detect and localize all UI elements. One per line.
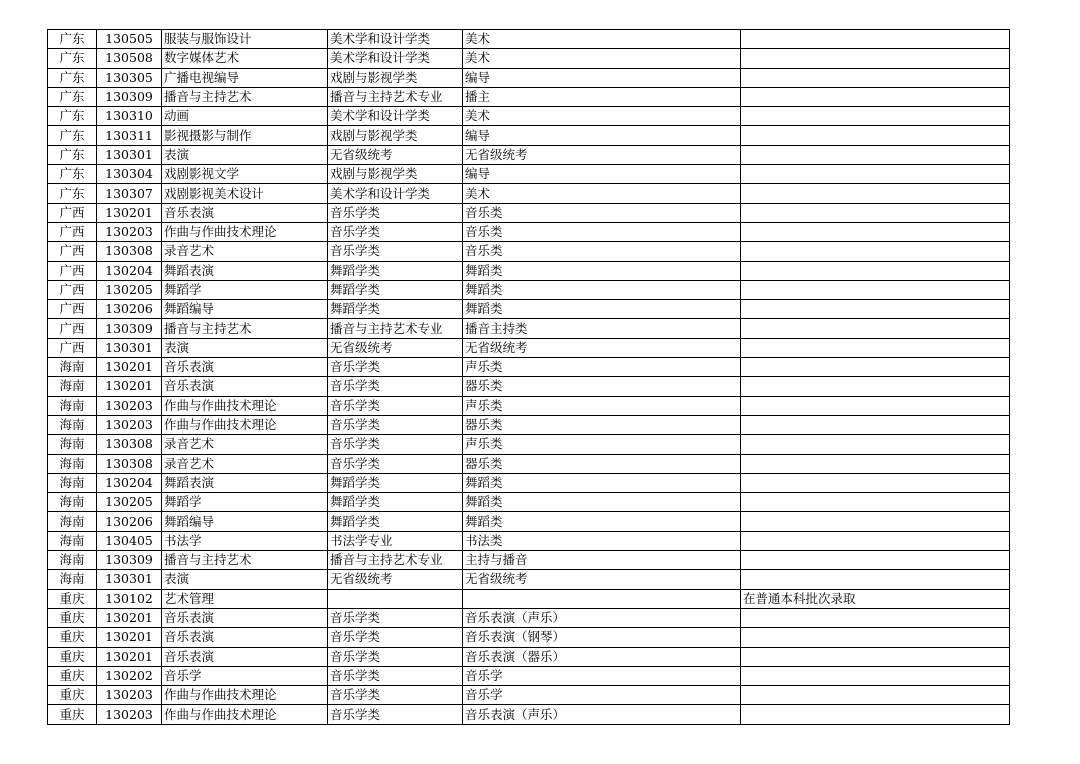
province-cell: 广西 bbox=[48, 242, 97, 261]
exam-subject-cell: 声乐类 bbox=[463, 435, 741, 454]
province-cell: 广西 bbox=[48, 319, 97, 338]
province-cell: 广西 bbox=[48, 280, 97, 299]
note-cell bbox=[741, 396, 1010, 415]
note-cell bbox=[741, 145, 1010, 164]
note-cell bbox=[741, 435, 1010, 454]
exam-category-cell: 舞蹈学类 bbox=[328, 512, 463, 531]
note-cell bbox=[741, 454, 1010, 473]
exam-category-cell: 音乐学类 bbox=[328, 647, 463, 666]
exam-category-cell: 戏剧与影视学类 bbox=[328, 68, 463, 87]
major-name-cell: 音乐表演 bbox=[162, 608, 328, 627]
exam-subject-cell: 编导 bbox=[463, 165, 741, 184]
exam-category-cell bbox=[328, 589, 463, 608]
major-code-cell: 130201 bbox=[97, 203, 162, 222]
exam-subject-cell: 美术 bbox=[463, 184, 741, 203]
exam-subject-cell: 舞蹈类 bbox=[463, 300, 741, 319]
exam-category-cell: 播音与主持艺术专业 bbox=[328, 87, 463, 106]
note-cell bbox=[741, 415, 1010, 434]
major-name-cell: 录音艺术 bbox=[162, 435, 328, 454]
table-row bbox=[48, 87, 1010, 106]
table-row bbox=[48, 608, 1010, 627]
table-row bbox=[48, 49, 1010, 68]
exam-category-cell: 美术学和设计学类 bbox=[328, 107, 463, 126]
exam-subject-cell: 器乐类 bbox=[463, 415, 741, 434]
exam-subject-cell: 无省级统考 bbox=[463, 570, 741, 589]
exam-category-cell: 戏剧与影视学类 bbox=[328, 165, 463, 184]
exam-subject-cell: 舞蹈类 bbox=[463, 280, 741, 299]
exam-subject-cell: 舞蹈类 bbox=[463, 512, 741, 531]
major-name-cell: 作曲与作曲技术理论 bbox=[162, 396, 328, 415]
province-cell: 广西 bbox=[48, 203, 97, 222]
major-name-cell: 舞蹈表演 bbox=[162, 473, 328, 492]
province-cell: 重庆 bbox=[48, 705, 97, 724]
note-cell bbox=[741, 358, 1010, 377]
table-row bbox=[48, 628, 1010, 647]
note-cell bbox=[741, 666, 1010, 685]
note-cell bbox=[741, 300, 1010, 319]
exam-subject-cell: 音乐学 bbox=[463, 666, 741, 685]
major-code-cell: 130205 bbox=[97, 493, 162, 512]
exam-subject-cell: 音乐表演（声乐） bbox=[463, 705, 741, 724]
province-cell: 广东 bbox=[48, 165, 97, 184]
major-code-cell: 130204 bbox=[97, 261, 162, 280]
major-name-cell: 播音与主持艺术 bbox=[162, 87, 328, 106]
province-cell: 海南 bbox=[48, 512, 97, 531]
exam-subject-cell: 播音主持类 bbox=[463, 319, 741, 338]
exam-subject-cell: 声乐类 bbox=[463, 358, 741, 377]
note-cell bbox=[741, 222, 1010, 241]
major-name-cell: 音乐学 bbox=[162, 666, 328, 685]
major-name-cell: 表演 bbox=[162, 338, 328, 357]
province-cell: 广东 bbox=[48, 184, 97, 203]
exam-subject-cell: 器乐类 bbox=[463, 377, 741, 396]
exam-subject-cell: 舞蹈类 bbox=[463, 493, 741, 512]
province-cell: 广东 bbox=[48, 145, 97, 164]
major-name-cell: 作曲与作曲技术理论 bbox=[162, 415, 328, 434]
major-code-cell: 130301 bbox=[97, 145, 162, 164]
table-row bbox=[48, 126, 1010, 145]
note-cell bbox=[741, 107, 1010, 126]
major-code-cell: 130201 bbox=[97, 628, 162, 647]
exam-subject-cell: 舞蹈类 bbox=[463, 473, 741, 492]
table-row bbox=[48, 358, 1010, 377]
exam-category-cell: 美术学和设计学类 bbox=[328, 184, 463, 203]
note-cell bbox=[741, 647, 1010, 666]
note-cell bbox=[741, 686, 1010, 705]
major-code-cell: 130202 bbox=[97, 666, 162, 685]
major-code-cell: 130305 bbox=[97, 68, 162, 87]
major-code-cell: 130203 bbox=[97, 415, 162, 434]
major-name-cell: 舞蹈编导 bbox=[162, 300, 328, 319]
major-code-cell: 130205 bbox=[97, 280, 162, 299]
note-cell bbox=[741, 608, 1010, 627]
province-cell: 广西 bbox=[48, 300, 97, 319]
major-code-cell: 130206 bbox=[97, 512, 162, 531]
note-cell bbox=[741, 705, 1010, 724]
exam-subject-cell bbox=[463, 589, 741, 608]
province-cell: 海南 bbox=[48, 396, 97, 415]
major-name-cell: 播音与主持艺术 bbox=[162, 319, 328, 338]
major-name-cell: 舞蹈学 bbox=[162, 280, 328, 299]
major-name-cell: 音乐表演 bbox=[162, 203, 328, 222]
note-cell bbox=[741, 570, 1010, 589]
major-code-cell: 130508 bbox=[97, 49, 162, 68]
exam-subject-cell: 音乐类 bbox=[463, 222, 741, 241]
table-row bbox=[48, 435, 1010, 454]
major-name-cell: 播音与主持艺术 bbox=[162, 551, 328, 570]
table-row bbox=[48, 242, 1010, 261]
major-code-cell: 130201 bbox=[97, 608, 162, 627]
note-cell bbox=[741, 126, 1010, 145]
table-row bbox=[48, 647, 1010, 666]
exam-category-cell: 音乐学类 bbox=[328, 203, 463, 222]
major-name-cell: 录音艺术 bbox=[162, 454, 328, 473]
note-cell bbox=[741, 338, 1010, 357]
exam-category-cell: 舞蹈学类 bbox=[328, 261, 463, 280]
exam-category-cell: 美术学和设计学类 bbox=[328, 49, 463, 68]
major-name-cell: 表演 bbox=[162, 570, 328, 589]
exam-subject-cell: 无省级统考 bbox=[463, 145, 741, 164]
major-name-cell: 服装与服饰设计 bbox=[162, 30, 328, 49]
major-name-cell: 音乐表演 bbox=[162, 628, 328, 647]
major-name-cell: 舞蹈学 bbox=[162, 493, 328, 512]
table-row bbox=[48, 705, 1010, 724]
province-cell: 广东 bbox=[48, 68, 97, 87]
major-name-cell: 书法学 bbox=[162, 531, 328, 550]
major-name-cell: 表演 bbox=[162, 145, 328, 164]
major-code-cell: 130203 bbox=[97, 686, 162, 705]
exam-category-cell: 播音与主持艺术专业 bbox=[328, 319, 463, 338]
exam-subject-cell: 美术 bbox=[463, 49, 741, 68]
note-cell bbox=[741, 165, 1010, 184]
province-cell: 广东 bbox=[48, 126, 97, 145]
table-row bbox=[48, 551, 1010, 570]
province-cell: 海南 bbox=[48, 551, 97, 570]
exam-subject-cell: 编导 bbox=[463, 68, 741, 87]
province-cell: 广东 bbox=[48, 49, 97, 68]
exam-subject-cell: 主持与播音 bbox=[463, 551, 741, 570]
exam-subject-cell: 音乐表演（声乐） bbox=[463, 608, 741, 627]
province-cell: 广西 bbox=[48, 338, 97, 357]
table-row bbox=[48, 396, 1010, 415]
major-code-cell: 130203 bbox=[97, 705, 162, 724]
note-cell bbox=[741, 493, 1010, 512]
major-code-cell: 130308 bbox=[97, 435, 162, 454]
exam-subject-cell: 书法类 bbox=[463, 531, 741, 550]
table-row bbox=[48, 145, 1010, 164]
exam-category-cell: 音乐学类 bbox=[328, 686, 463, 705]
note-cell bbox=[741, 30, 1010, 49]
major-name-cell: 作曲与作曲技术理论 bbox=[162, 686, 328, 705]
table-row bbox=[48, 666, 1010, 685]
note-cell bbox=[741, 184, 1010, 203]
table-row bbox=[48, 512, 1010, 531]
major-code-cell: 130206 bbox=[97, 300, 162, 319]
table-row bbox=[48, 165, 1010, 184]
table-row bbox=[48, 415, 1010, 434]
major-name-cell: 戏剧影视美术设计 bbox=[162, 184, 328, 203]
exam-subject-cell: 音乐学 bbox=[463, 686, 741, 705]
admission-table bbox=[47, 29, 1010, 725]
major-name-cell: 舞蹈编导 bbox=[162, 512, 328, 531]
province-cell: 广东 bbox=[48, 30, 97, 49]
major-code-cell: 130204 bbox=[97, 473, 162, 492]
table-row bbox=[48, 493, 1010, 512]
exam-category-cell: 舞蹈学类 bbox=[328, 280, 463, 299]
province-cell: 广西 bbox=[48, 261, 97, 280]
province-cell: 重庆 bbox=[48, 628, 97, 647]
major-name-cell: 广播电视编导 bbox=[162, 68, 328, 87]
province-cell: 重庆 bbox=[48, 608, 97, 627]
note-cell bbox=[741, 49, 1010, 68]
exam-subject-cell: 音乐类 bbox=[463, 203, 741, 222]
table-row bbox=[48, 319, 1010, 338]
exam-category-cell: 播音与主持艺术专业 bbox=[328, 551, 463, 570]
exam-category-cell: 戏剧与影视学类 bbox=[328, 126, 463, 145]
note-cell bbox=[741, 551, 1010, 570]
exam-category-cell: 音乐学类 bbox=[328, 396, 463, 415]
exam-subject-cell: 音乐表演（钢琴） bbox=[463, 628, 741, 647]
table-row bbox=[48, 454, 1010, 473]
table-row bbox=[48, 203, 1010, 222]
note-cell bbox=[741, 473, 1010, 492]
major-code-cell: 130309 bbox=[97, 87, 162, 106]
province-cell: 重庆 bbox=[48, 666, 97, 685]
province-cell: 海南 bbox=[48, 435, 97, 454]
table-row bbox=[48, 300, 1010, 319]
province-cell: 海南 bbox=[48, 415, 97, 434]
major-code-cell: 130308 bbox=[97, 454, 162, 473]
exam-category-cell: 音乐学类 bbox=[328, 222, 463, 241]
province-cell: 广东 bbox=[48, 87, 97, 106]
exam-subject-cell: 音乐表演（器乐） bbox=[463, 647, 741, 666]
major-code-cell: 130405 bbox=[97, 531, 162, 550]
province-cell: 海南 bbox=[48, 358, 97, 377]
major-name-cell: 影视摄影与制作 bbox=[162, 126, 328, 145]
major-name-cell: 数字媒体艺术 bbox=[162, 49, 328, 68]
note-cell bbox=[741, 512, 1010, 531]
province-cell: 广西 bbox=[48, 222, 97, 241]
major-code-cell: 130203 bbox=[97, 396, 162, 415]
exam-category-cell: 音乐学类 bbox=[328, 242, 463, 261]
major-code-cell: 130201 bbox=[97, 377, 162, 396]
major-code-cell: 130301 bbox=[97, 570, 162, 589]
major-code-cell: 130310 bbox=[97, 107, 162, 126]
table-row bbox=[48, 531, 1010, 550]
table-row bbox=[48, 570, 1010, 589]
province-cell: 重庆 bbox=[48, 686, 97, 705]
exam-category-cell: 美术学和设计学类 bbox=[328, 30, 463, 49]
major-code-cell: 130309 bbox=[97, 551, 162, 570]
exam-category-cell: 音乐学类 bbox=[328, 705, 463, 724]
major-code-cell: 130309 bbox=[97, 319, 162, 338]
table-row bbox=[48, 473, 1010, 492]
major-name-cell: 动画 bbox=[162, 107, 328, 126]
exam-subject-cell: 音乐类 bbox=[463, 242, 741, 261]
province-cell: 海南 bbox=[48, 570, 97, 589]
exam-category-cell: 舞蹈学类 bbox=[328, 493, 463, 512]
exam-category-cell: 舞蹈学类 bbox=[328, 300, 463, 319]
exam-category-cell: 音乐学类 bbox=[328, 377, 463, 396]
major-name-cell: 音乐表演 bbox=[162, 377, 328, 396]
exam-category-cell: 无省级统考 bbox=[328, 338, 463, 357]
table-body bbox=[48, 30, 1010, 725]
exam-subject-cell: 声乐类 bbox=[463, 396, 741, 415]
province-cell: 广东 bbox=[48, 107, 97, 126]
note-cell bbox=[741, 242, 1010, 261]
province-cell: 海南 bbox=[48, 473, 97, 492]
exam-category-cell: 无省级统考 bbox=[328, 145, 463, 164]
table-row bbox=[48, 686, 1010, 705]
exam-subject-cell: 播主 bbox=[463, 87, 741, 106]
major-code-cell: 130505 bbox=[97, 30, 162, 49]
table-row bbox=[48, 261, 1010, 280]
note-cell bbox=[741, 531, 1010, 550]
major-code-cell: 130301 bbox=[97, 338, 162, 357]
major-name-cell: 舞蹈表演 bbox=[162, 261, 328, 280]
exam-category-cell: 音乐学类 bbox=[328, 358, 463, 377]
major-name-cell: 音乐表演 bbox=[162, 358, 328, 377]
note-cell: 在普通本科批次录取 bbox=[741, 589, 1010, 608]
table-row bbox=[48, 589, 1010, 608]
major-code-cell: 130201 bbox=[97, 647, 162, 666]
note-cell bbox=[741, 377, 1010, 396]
province-cell: 重庆 bbox=[48, 589, 97, 608]
table-row bbox=[48, 280, 1010, 299]
table-row bbox=[48, 107, 1010, 126]
note-cell bbox=[741, 203, 1010, 222]
exam-category-cell: 音乐学类 bbox=[328, 666, 463, 685]
major-code-cell: 130201 bbox=[97, 358, 162, 377]
major-name-cell: 录音艺术 bbox=[162, 242, 328, 261]
exam-category-cell: 音乐学类 bbox=[328, 608, 463, 627]
province-cell: 海南 bbox=[48, 493, 97, 512]
table-row bbox=[48, 68, 1010, 87]
note-cell bbox=[741, 261, 1010, 280]
major-name-cell: 音乐表演 bbox=[162, 647, 328, 666]
exam-category-cell: 舞蹈学类 bbox=[328, 473, 463, 492]
exam-category-cell: 音乐学类 bbox=[328, 415, 463, 434]
note-cell bbox=[741, 68, 1010, 87]
table-row bbox=[48, 222, 1010, 241]
exam-subject-cell: 美术 bbox=[463, 30, 741, 49]
table-row bbox=[48, 377, 1010, 396]
table-row bbox=[48, 338, 1010, 357]
province-cell: 海南 bbox=[48, 377, 97, 396]
major-name-cell: 戏剧影视文学 bbox=[162, 165, 328, 184]
exam-subject-cell: 器乐类 bbox=[463, 454, 741, 473]
note-cell bbox=[741, 87, 1010, 106]
exam-subject-cell: 舞蹈类 bbox=[463, 261, 741, 280]
exam-category-cell: 音乐学类 bbox=[328, 435, 463, 454]
exam-subject-cell: 编导 bbox=[463, 126, 741, 145]
major-code-cell: 130311 bbox=[97, 126, 162, 145]
table-row bbox=[48, 184, 1010, 203]
province-cell: 海南 bbox=[48, 454, 97, 473]
major-code-cell: 130308 bbox=[97, 242, 162, 261]
exam-category-cell: 音乐学类 bbox=[328, 628, 463, 647]
note-cell bbox=[741, 319, 1010, 338]
province-cell: 重庆 bbox=[48, 647, 97, 666]
major-name-cell: 艺术管理 bbox=[162, 589, 328, 608]
exam-subject-cell: 美术 bbox=[463, 107, 741, 126]
province-cell: 海南 bbox=[48, 531, 97, 550]
exam-category-cell: 书法学专业 bbox=[328, 531, 463, 550]
major-code-cell: 130203 bbox=[97, 222, 162, 241]
exam-category-cell: 无省级统考 bbox=[328, 570, 463, 589]
exam-subject-cell: 无省级统考 bbox=[463, 338, 741, 357]
table-row bbox=[48, 30, 1010, 49]
note-cell bbox=[741, 628, 1010, 647]
note-cell bbox=[741, 280, 1010, 299]
major-code-cell: 130307 bbox=[97, 184, 162, 203]
exam-category-cell: 音乐学类 bbox=[328, 454, 463, 473]
major-name-cell: 作曲与作曲技术理论 bbox=[162, 222, 328, 241]
major-code-cell: 130102 bbox=[97, 589, 162, 608]
major-name-cell: 作曲与作曲技术理论 bbox=[162, 705, 328, 724]
major-code-cell: 130304 bbox=[97, 165, 162, 184]
